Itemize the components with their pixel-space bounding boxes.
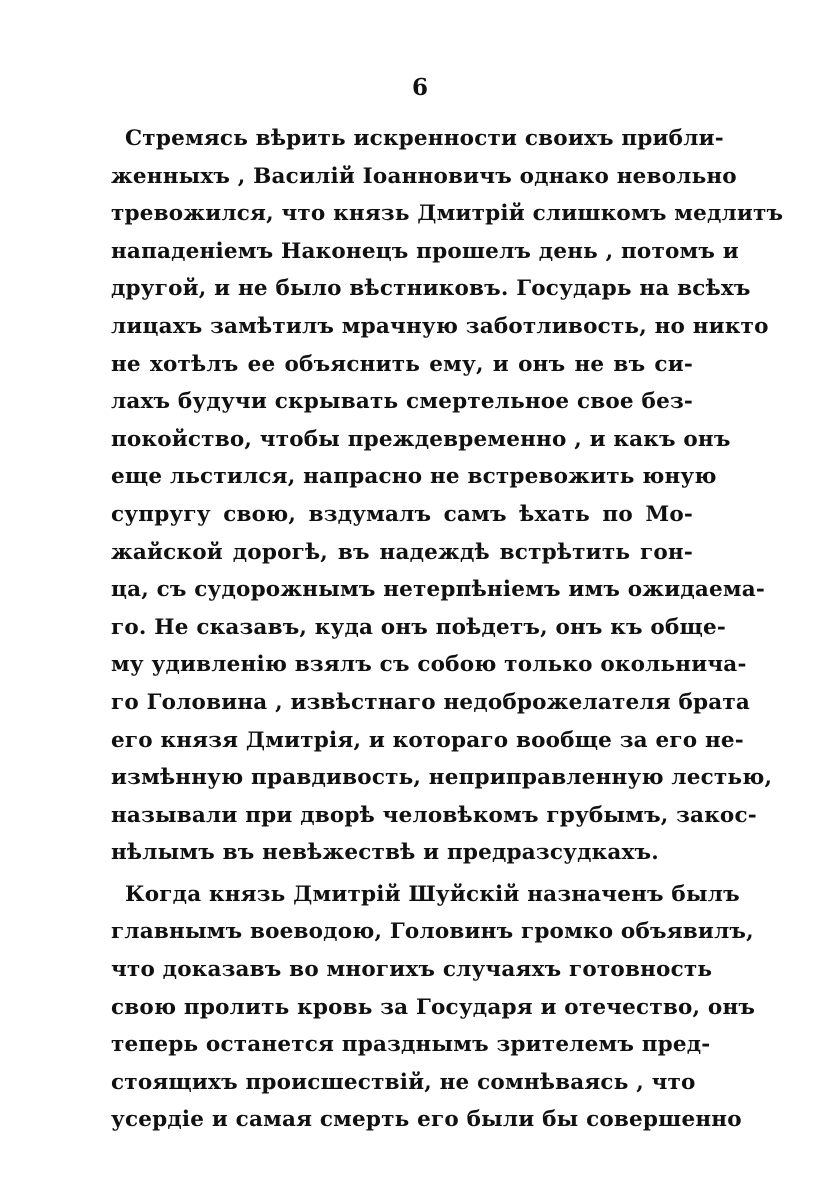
- body-text: [111, 120, 784, 1139]
- text-line: измѣнную правдивость, неприправленную лестью,: [111, 765, 773, 791]
- text-line: Когда князь Дмитрій Шуйскій назначенъ былъ: [125, 881, 740, 907]
- text-line: лахъ будучи скрывать смертельное свое без-: [111, 389, 693, 415]
- text-line: называли при дворѣ человѣкомъ грубымъ, закос-: [111, 802, 757, 828]
- paragraph-2: [111, 876, 756, 1139]
- text-line: свою пролить кровь за Государя и отечество, онъ: [111, 994, 756, 1020]
- text-line: супругу свою, вздумалъ самъ ѣхать по Мо-: [111, 501, 693, 527]
- text-line: его князя Дмитрія, и котораго вообще за его не-: [111, 727, 744, 753]
- text-line: что доказавъ во многихъ случаяхъ готовность: [111, 957, 713, 983]
- text-line: лицахъ замѣтилъ мрачную заботливость, но никто: [111, 313, 769, 339]
- text-line: жайской дорогѣ, въ надеждѣ встрѣтить гон-: [111, 539, 693, 565]
- page-number: 6: [411, 74, 428, 101]
- text-line: нѣлымъ въ невѣжествѣ и предразсудкахъ.: [111, 840, 659, 866]
- text-line: усердіе и самая смерть его были бы совершенно: [111, 1107, 742, 1133]
- text-line: нападеніемъ Наконецъ прошелъ день , потомъ и: [111, 238, 739, 264]
- text-line: го. Не сказавъ, куда онъ поѣдетъ, онъ къ обще-: [111, 614, 726, 640]
- text-line: Стремясь вѣрить искренности своихъ прибли-: [125, 126, 724, 151]
- text-line: другой, и не было вѣстниковъ. Государь на всѣхъ: [111, 276, 751, 302]
- text-line: женныхъ , Василій Іоанновичъ однако невольно: [111, 163, 737, 189]
- text-line: ца, съ судорожнымъ нетерпѣніемъ имъ ожидаема-: [111, 577, 766, 603]
- text-line: го Головина , извѣстнаго недоброжелателя брата: [111, 689, 751, 715]
- text-line: не хотѣлъ ее объяснить ему, и онъ не въ си-: [111, 351, 693, 377]
- text-line: покойство, чтобы преждевременно , и какъ онъ: [111, 426, 731, 452]
- text-line: му удивленію взялъ съ собою только окольнича-: [111, 652, 747, 678]
- text-line: стоящихъ происшествій, не сомнѣваясь , что: [111, 1069, 696, 1095]
- text-line: тревожился, что князь Дмитрій слишкомъ медлитъ: [111, 201, 784, 227]
- text-line: еще льстился, напрасно не встревожить юную: [111, 464, 717, 490]
- paragraph-1: [111, 120, 784, 872]
- text-line: главнымъ воеводою, Головинъ громко объявилъ,: [111, 919, 754, 945]
- text-line: теперь останется празднымъ зрителемъ пред-: [111, 1032, 711, 1058]
